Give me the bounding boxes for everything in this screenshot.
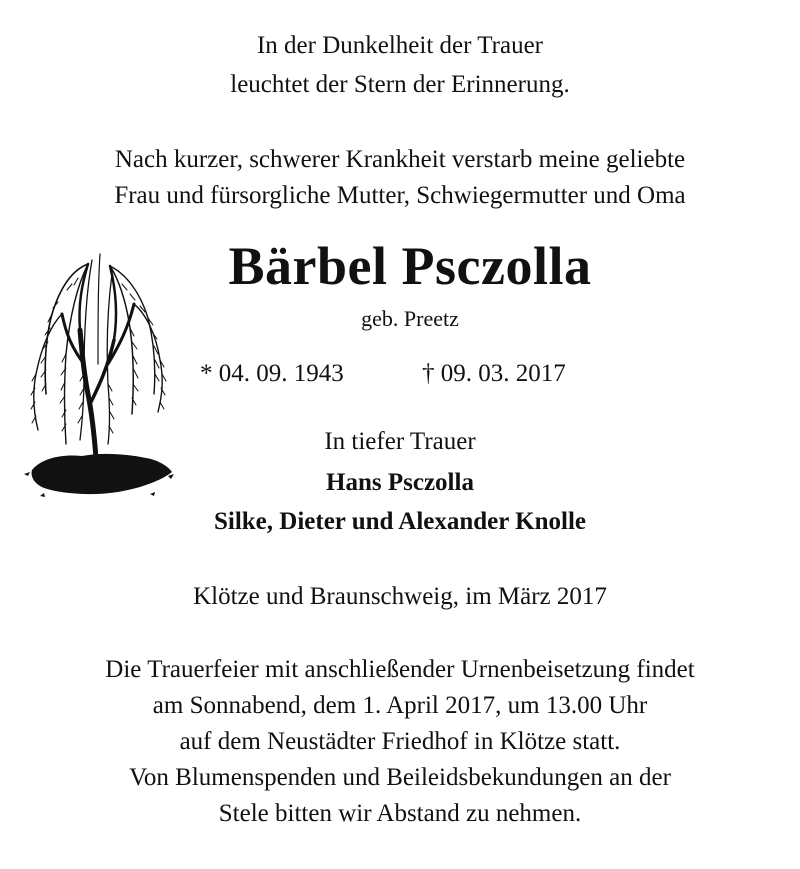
deceased-name: Bärbel Psczolla bbox=[228, 236, 592, 296]
funeral-line-5: Stele bitten wir Abstand zu nehmen. bbox=[218, 800, 582, 827]
intro-line-2: Frau und fürsorgliche Mutter, Schwiegermutter und Oma bbox=[114, 182, 686, 209]
mourner-name-2: Silke, Dieter und Alexander Knolle bbox=[213, 508, 587, 535]
funeral-line-2: am Sonnabend, dem 1. April 2017, um 13.00 Uhr bbox=[152, 692, 648, 719]
funeral-line-4: Von Blumenspenden und Beileidsbekundungen an der bbox=[129, 764, 671, 791]
funeral-line-3: auf dem Neustädter Friedhof in Klötze statt. bbox=[179, 728, 621, 755]
birth-date: * 04. 09. 1943 bbox=[200, 360, 344, 387]
mourners-intro: In tiefer Trauer bbox=[324, 428, 476, 455]
maiden-name: geb. Preetz bbox=[361, 306, 459, 331]
motto-line-1: In der Dunkelheit der Trauer bbox=[256, 32, 544, 59]
funeral-line-1: Die Trauerfeier mit anschließender Urnenbeisetzung findet bbox=[105, 656, 695, 683]
mourner-name-1: Hans Psczolla bbox=[326, 469, 474, 496]
motto-line-2: leuchtet der Stern der Erinnerung. bbox=[230, 71, 570, 98]
intro-line-1: Nach kurzer, schwerer Krankheit verstarb meine geliebte bbox=[114, 146, 686, 173]
death-date: † 09. 03. 2017 bbox=[422, 360, 566, 387]
place-date: Klötze und Braunschweig, im März 2017 bbox=[193, 583, 607, 610]
